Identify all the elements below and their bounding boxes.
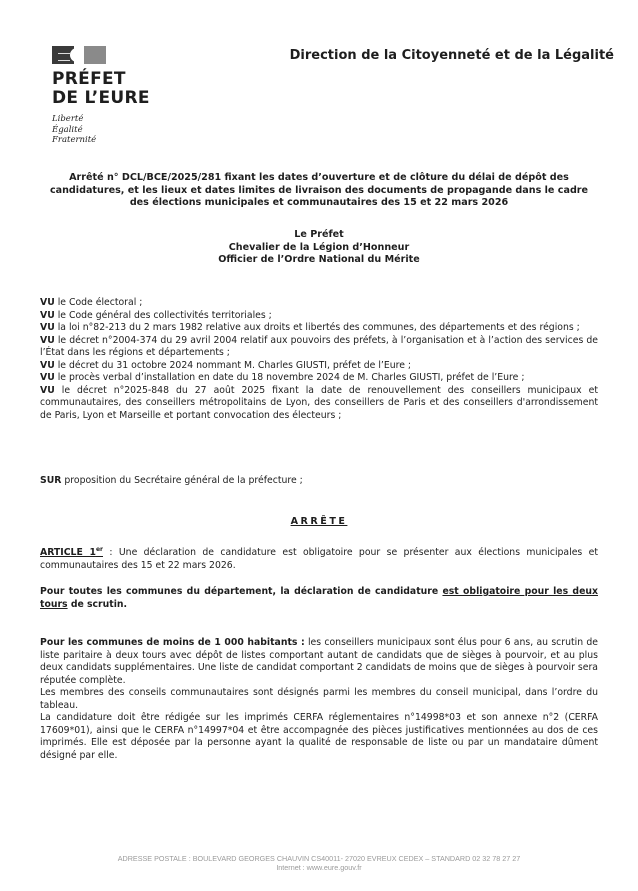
sur-proposition — [40, 475, 598, 488]
prefet-title-line2: DE L’EURE — [52, 88, 150, 108]
title-line: des élections municipales et communautaires des 15 et 22 mars 2026 — [129, 197, 509, 208]
page-footer — [40, 854, 598, 872]
footer-address: ADRESSE POSTALE : BOULEVARD GEORGES CHAUVIN CS40011- 27020 EVREUX CEDEX – STANDARD 02 32 78 27 27 — [117, 854, 521, 863]
small-communes-section — [40, 637, 598, 762]
small-communes-text: les conseillers municipaux sont élus pour 6 ans, au scrutin de liste paritaire à deux tours avec dépôt de listes comportant autant de candidats que de sièges à pourvoir, et au plus deux candidats supplémentaires. Une liste de candidat comportant 2 candidats de moins que de sièges à pourvoir sera réputée complète. — [40, 637, 599, 686]
cerfa-instructions-text: La candidature doit être rédigée sur les imprimés CERFA réglementaires n°14998*03 et son annexe n°2 (CERFA 17609*01), ainsi que le CERFA n°14997*04 et être accompagnée des pièces justificatives mentionnées au dos de ces imprimés. Elle est déposée par la personne ayant la qualité de responsable de liste ou par un mandataire dûment désigné par elle. — [40, 712, 598, 761]
article-1-text: : Une déclaration de candidature est obligatoire pour se présenter aux élections municipales et communautaires des 15 et 22 mars 2026. — [40, 547, 599, 571]
arrete-heading: ARRÊTE — [290, 516, 348, 527]
marianne-logo-icon — [52, 46, 106, 64]
sur-text: proposition du Secrétaire général de la préfecture ; — [61, 475, 303, 486]
all-communes-paragraph: Pour toutes les communes du département, la déclaration de candidature est obligatoire pour les deux tours de scrutin. — [40, 586, 598, 610]
title-line: candidatures, et les lieux et dates limites de livraison des documents de propagande dans le cadre — [49, 184, 589, 196]
sur-prefix: SUR — [40, 475, 62, 486]
visa-item: VU le Code électoral ; — [40, 297, 143, 308]
prefet-line: Chevalier de la Légion d’Honneur — [228, 241, 410, 253]
article-1 — [40, 547, 598, 572]
article-1-label: ARTICLE 1er — [40, 545, 103, 558]
visa-item: VU le procès verbal d’installation en date du 18 novembre 2024 de M. Charles GIUSTI, préfet de l’Eure ; — [40, 372, 525, 383]
obligatory-both-rounds: est obligatoire pour les deux tours — [40, 586, 598, 610]
title-line: Arrêté n° DCL/BCE/2025/281 fixant les dates d’ouverture et de clôture du délai de dépôt des — [69, 172, 569, 183]
republic-motto — [52, 114, 172, 146]
prefet-signatory-block — [40, 229, 598, 267]
prefet-title-line1: PRÉFET — [52, 69, 126, 89]
visa-item: VU le Code général des collectivités territoriales ; — [40, 309, 272, 321]
prefet-title — [52, 70, 172, 108]
motto-fraternite: Fraternité — [52, 135, 97, 145]
motto-egalite: Égalité — [52, 124, 83, 135]
communautaire-members-text: Les membres des conseils communautaires sont désignés parmi les membres du conseil municipal, dans l’ordre du tableau. — [40, 687, 598, 711]
direction-heading: Direction de la Citoyenneté et de la Légalité — [289, 48, 614, 63]
visa-item: VU le décret n°2004-374 du 29 avril 2004 relatif aux pouvoirs des préfets, à l’organisation et à l’action des services de l’État dans les régions et départements ; — [40, 334, 598, 358]
prefet-logo — [52, 46, 172, 146]
visa-item: VU le décret n°2025-848 du 27 août 2025 fixant la date de renouvellement des conseillers municipaux et communautaires, des conseillers métropolitains de Lyon, des conseillers de Paris et des conseillers d'arrondissement de Paris, Lyon et Marseille et portant convocation des électeurs ; — [40, 384, 598, 421]
prefet-line: Le Préfet — [294, 229, 344, 240]
visa-item: VU le décret du 31 octobre 2024 nommant M. Charles GIUSTI, préfet de l’Eure ; — [40, 359, 412, 371]
arrete-title — [40, 172, 598, 210]
visas-list — [40, 297, 598, 422]
visa-item: VU la loi n°82-213 du 2 mars 1982 relative aux droits et libertés des communes, des départements et des régions ; — [40, 322, 580, 333]
motto-liberte: Liberté — [52, 114, 84, 124]
footer-website: Internet : www.eure.gouv.fr — [276, 863, 362, 872]
prefet-line: Officier de l’Ordre National du Mérite — [218, 254, 420, 265]
small-communes-lead: Pour les communes de moins de 1 000 habitants : — [40, 637, 305, 648]
